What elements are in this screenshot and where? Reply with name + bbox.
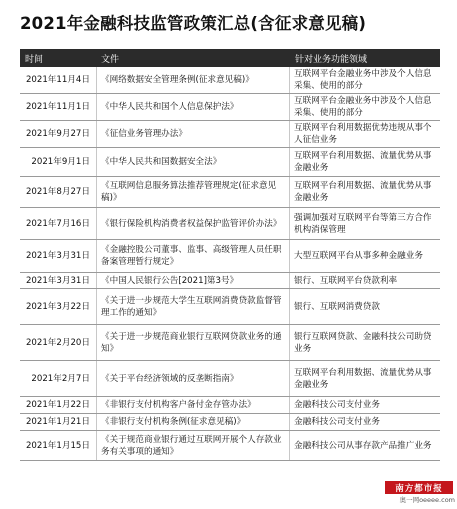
table-row — [20, 289, 440, 325]
row-document: 《金融控股公司董事、监事、高级管理人员任职备案管理暂行规定》 — [101, 245, 282, 267]
row-time: 2021年9月27日 — [25, 129, 90, 139]
row-document: 《非银行支付机构条例(征求意见稿)》 — [101, 417, 246, 427]
table-row — [20, 121, 440, 148]
table-header — [20, 49, 440, 67]
row-scope: 互联网平台利用数据优势违规从事个人征信业务 — [294, 123, 432, 145]
table-row — [20, 94, 440, 121]
row-time: 2021年8月27日 — [25, 187, 90, 197]
row-time: 2021年3月22日 — [25, 301, 90, 312]
row-document: 《网络数据安全管理条例(征求意见稿)》 — [101, 75, 254, 85]
row-scope: 金融科技公司支付业务 — [294, 417, 380, 427]
row-scope: 银行、互联网平台贷款利率 — [294, 275, 398, 286]
row-scope: 互联网平台利用数据、流量优势从事金融业务 — [294, 367, 432, 390]
row-document: 《银行保险机构消费者权益保护监管评价办法》 — [101, 218, 282, 229]
row-scope: 金融科技公司支付业务 — [294, 400, 380, 410]
table-row — [20, 325, 440, 361]
row-document: 《中华人民共和国个人信息保护法》 — [101, 102, 239, 112]
row-scope: 互联网平台金融业务中涉及个人信息采集、使用的部分 — [294, 96, 432, 118]
row-time: 2021年11月4日 — [25, 75, 90, 85]
table-row — [20, 431, 440, 461]
row-scope: 互联网平台利用数据、流量优势从事金融业务 — [294, 151, 432, 173]
row-time: 2021年3月31日 — [25, 275, 90, 286]
row-scope: 强调加强对互联网平台等第三方合作机构消保管理 — [294, 212, 432, 235]
row-document: 《互联网信息服务算法推荐管理规定(征求意见稿)》 — [101, 181, 277, 203]
table-row — [20, 177, 440, 208]
page-title: 2021年金融科技监管政策汇总(含征求意见稿) — [20, 14, 367, 33]
row-time: 2021年11月1日 — [25, 102, 90, 112]
table-row — [20, 414, 440, 431]
row-document: 《关于进一步规范大学生互联网消费贷款监督管理工作的通知》 — [101, 295, 282, 318]
row-time: 2021年9月1日 — [31, 157, 90, 167]
row-document: 《关于进一步规范商业银行互联网贷款业务的通知》 — [101, 331, 282, 354]
header-time: 时间 — [25, 54, 44, 65]
row-scope: 互联网平台利用数据、流量优势从事金融业务 — [294, 181, 432, 203]
row-document: 《中国人民银行公告[2021]第3号》 — [101, 275, 239, 286]
logo-subtitle: 奥一网oeeee.com — [399, 496, 455, 504]
row-scope: 银行、互联网消费贷款 — [294, 301, 380, 312]
table-row — [20, 397, 440, 414]
row-time: 2021年1月21日 — [25, 417, 90, 427]
row-document: 《关于规范商业银行通过互联网开展个人存款业务有关事项的通知》 — [101, 434, 282, 457]
row-time: 2021年1月22日 — [25, 400, 90, 410]
header-scope: 针对业务功能领域 — [295, 54, 368, 65]
table-row — [20, 240, 440, 273]
row-time: 2021年7月16日 — [25, 218, 90, 229]
row-document: 《非银行支付机构客户备付金存管办法》 — [101, 400, 256, 410]
row-time: 2021年2月7日 — [31, 373, 90, 384]
table-row — [20, 148, 440, 177]
newspaper-logo: 南方都市报 — [385, 481, 453, 494]
row-time: 2021年3月31日 — [25, 251, 90, 261]
row-document: 《关于平台经济领域的反垄断指南》 — [101, 373, 239, 384]
row-time: 2021年2月20日 — [25, 337, 90, 348]
header-document: 文件 — [101, 54, 120, 65]
row-document: 《中华人民共和国数据安全法》 — [101, 157, 222, 167]
row-scope: 银行互联网贷款、金融科技公司助贷业务 — [294, 331, 432, 354]
row-scope: 金融科技公司从事存款产品推广业务 — [294, 440, 432, 451]
policy-table — [20, 49, 440, 461]
row-scope: 大型互联网平台从事多种金融业务 — [294, 251, 423, 261]
row-document: 《征信业务管理办法》 — [101, 129, 187, 139]
row-time: 2021年1月15日 — [25, 440, 90, 451]
table-row — [20, 208, 440, 240]
table-row — [20, 361, 440, 397]
row-scope: 互联网平台金融业务中涉及个人信息采集、使用的部分 — [294, 69, 432, 91]
table-row — [20, 67, 440, 94]
table-row — [20, 273, 440, 289]
